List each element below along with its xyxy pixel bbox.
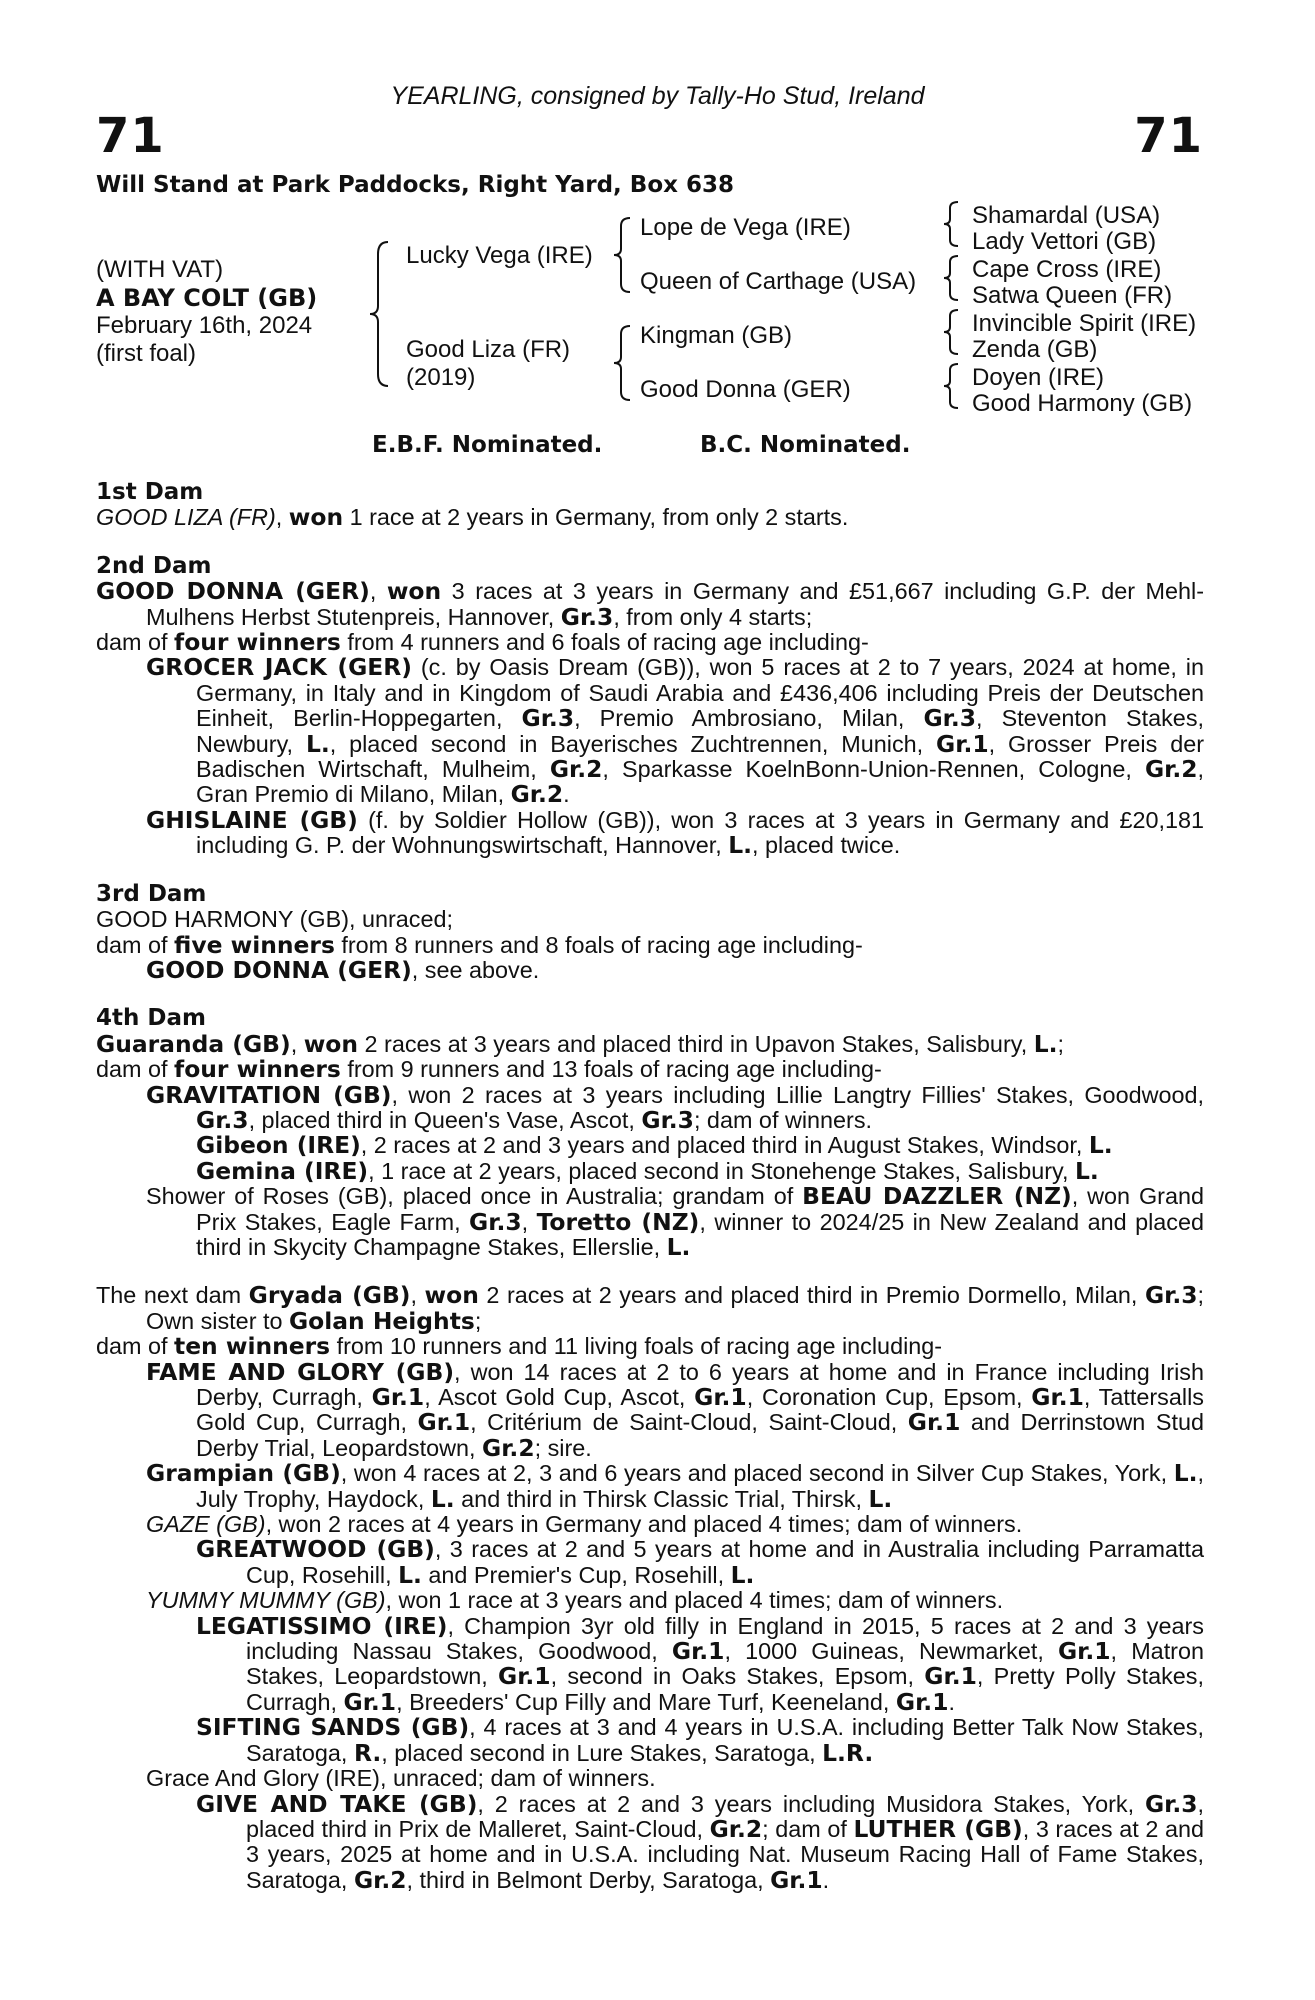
third-dam-heading: 3rd Dam: [96, 880, 207, 907]
pedigree-dam-sire: Kingman (GB): [640, 322, 793, 349]
next-dam-record: The next dam Gryada (GB), won 2 races at 2 years and placed third in Premio Dormello, Milan, Gr.3; Own sister to Golan Heights;: [96, 1281, 1205, 1335]
pedigree-brace-main: [368, 240, 392, 388]
lot-number-right: 71: [1134, 108, 1203, 164]
produce-shower-of-roses: Shower of Roses (GB), placed once in Australia; grandam of BEAU DAZZLER (NZ), won Grand Prix Stakes, Eagle Farm, Gr.3, Toretto (NZ), winner to 2024/25 in New Zealand and placed third in Skycity Champagne Stakes, Ellerslie, L.: [146, 1182, 1205, 1261]
pedigree-sire-dam: Queen of Carthage (USA): [640, 268, 917, 295]
pedigree-sire: Lucky Vega (IRE): [406, 242, 593, 269]
fourth-dam-produce: dam of four winners from 9 runners and 13 foals of racing age including-: [96, 1055, 882, 1084]
produce-greatwood: GREATWOOD (GB), 3 races at 2 and 5 years at home and in Australia including Parramatta Cup, Rosehill, L. and Premier's Cup, Rosehill, L.: [196, 1535, 1204, 1589]
produce-fame-and-glory: FAME AND GLORY (GB), won 14 races at 2 to 6 years at home and in France including Irish Derby, Curragh, Gr.1, Ascot Gold Cup, Ascot, Gr.1, Coronation Cup, Epsom, Gr.1, Tattersalls Gold Cup, Curragh, Gr.1, Critérium de Saint-Cloud, Saint-Cloud, Gr.1 and Derrinstown Stud Derby Trial, Leopardstown, Gr.2; sire.: [146, 1357, 1204, 1462]
pedigree-dam-dam: Good Donna (GER): [640, 376, 851, 403]
pedigree-g7: Doyen (IRE): [972, 364, 1105, 391]
produce-grace-and-glory: Grace And Glory (IRE), unraced; dam of winners.: [146, 1765, 656, 1792]
second-dam-heading: 2nd Dam: [96, 552, 212, 579]
foal-note: (first foal): [96, 340, 197, 367]
produce-grocer-jack: GROCER JACK (GER) (c. by Oasis Dream (GB)), won 5 races at 2 to 7 years, 2024 at home, in Germany, in Italy and in Kingdom of Saudi Arabia and £436,406 including Preis der Deutschen Einheit, Berlin-Hoppegarten, Gr.3, Premio Ambrosiano, Milan, Gr.3, Steventon Stakes, Newbury, L., placed second in Bayerisches Zuchtrennen, Munich, Gr.1, Grosser Preis der Badischen Wirtschaft, Mulheim, Gr.2, Sparkasse KoelnBonn-Union-Rennen, Cologne, Gr.2, Gran Premio di Milano, Milan, Gr.2.: [146, 653, 1205, 809]
pedigree-sire-sire: Lope de Vega (IRE): [640, 214, 851, 241]
pedigree-g6: Zenda (GB): [972, 336, 1098, 363]
first-dam-won: won: [288, 503, 344, 532]
pedigree-brace-g3: [942, 308, 962, 356]
pedigree-dam: Good Liza (FR): [406, 336, 571, 363]
horse-dob: February 16th, 2024: [96, 312, 313, 339]
produce-sifting-sands: SIFTING SANDS (GB), 4 races at 3 and 4 years in U.S.A. including Better Talk Now Stakes, Saratoga, R., placed second in Lure Stakes, Saratoga, L.R.: [196, 1713, 1205, 1767]
dam-line-content: [96, 480, 1204, 1893]
vat-note: (WITH VAT): [96, 256, 224, 283]
produce-ghislaine: GHISLAINE (GB) (f. by Soldier Hollow (GB)), won 3 races at 3 years in Germany and £20,181 including G. P. der Wohnungswirtschaft, Hannover, L., placed twice.: [146, 805, 1204, 860]
pedigree-g8: Good Harmony (GB): [972, 390, 1193, 417]
ghislaine-name: GHISLAINE (GB): [146, 805, 358, 834]
pedigree-dam-year: (2019): [406, 364, 476, 391]
pedigree-brace-g1: [942, 200, 962, 248]
pedigree-g5: Invincible Spirit (IRE): [972, 310, 1197, 337]
fourth-dam-name: Guaranda (GB): [96, 1029, 291, 1058]
first-dam-text: GOOD LIZA (FR), won 1 race at 2 years in Germany, from only 2 starts.: [96, 503, 849, 532]
next-dam-name: Gryada (GB): [248, 1281, 411, 1310]
pedigree-g2: Lady Vettori (GB): [972, 228, 1157, 255]
pedigree-g1: Shamardal (USA): [972, 202, 1161, 229]
third-dam-produce: dam of five winners from 8 runners and 8 foals of racing age including-: [96, 930, 863, 959]
third-dam-record: GOOD HARMONY (GB), unraced;: [96, 906, 454, 933]
bc-nominated: B.C. Nominated.: [700, 432, 911, 458]
produce-legatissimo: LEGATISSIMO (IRE), Champion 3yr old filly in England in 2015, 5 races at 2 and 3 years including Nassau Stakes, Goodwood, Gr.1, 1000 Guineas, Newmarket, Gr.1, Matron Stakes, Leopardstown, Gr.1, second in Oaks Stakes, Epsom, Gr.1, Pretty Polly Stakes, Curragh, Gr.1, Breeders' Cup Filly and Mare Turf, Keeneland, Gr.1.: [196, 1611, 1204, 1716]
first-dam-name: GOOD LIZA (FR): [96, 504, 276, 531]
consignment-line: YEARLING, consigned by Tally-Ho Stud, Ireland: [390, 82, 925, 110]
pedigree-g4: Satwa Queen (FR): [972, 282, 1173, 309]
stand-location: Will Stand at Park Paddocks, Right Yard, Box 638: [96, 172, 734, 198]
pedigree-g3: Cape Cross (IRE): [972, 256, 1162, 283]
first-dam-heading: 1st Dam: [96, 479, 204, 505]
lot-number-left: 71: [96, 108, 165, 164]
fourth-dam-heading: 4th Dam: [96, 1005, 206, 1032]
next-dam-produce: dam of ten winners from 10 runners and 11 living foals of racing age including-: [96, 1332, 943, 1361]
second-dam-name: GOOD DONNA (GER): [96, 577, 370, 606]
horse-identity: [96, 256, 317, 368]
pedigree-brace-g2: [942, 254, 962, 302]
produce-yummy-mummy: YUMMY MUMMY (GB), won 1 race at 3 years and placed 4 times; dam of winners.: [146, 1587, 1004, 1614]
second-dam-produce: dam of four winners from 4 runners and 6 foals of racing age including-: [96, 628, 869, 657]
second-dam-record: GOOD DONNA (GER), won 3 races at 3 years in Germany and £51,667 including G.P. der Mehl-Mulhens Herbst Stutenpreis, Hannover, Gr.3, from only 4 starts;: [96, 577, 1205, 631]
produce-good-donna: GOOD DONNA (GER), see above.: [146, 955, 540, 984]
pedigree-brace-g4: [942, 362, 962, 410]
produce-gemina: Gemina (IRE), 1 race at 2 years, placed second in Stonehenge Stakes, Salisbury, L.: [196, 1156, 1099, 1185]
ebf-nominated: E.B.F. Nominated.: [372, 432, 603, 458]
produce-give-and-take: GIVE AND TAKE (GB), 2 races at 2 and 3 years including Musidora Stakes, York, Gr.3, placed third in Prix de Malleret, Saint-Cloud, Gr.2; dam of LUTHER (GB), 3 races at 2 and 3 years, 2025 at home and in U.S.A. including Nat. Museum Racing Hall of Fame Stakes, Saratoga, Gr.2, third in Belmont Derby, Saratoga, Gr.1.: [196, 1789, 1205, 1894]
pedigree-brace-sire: [612, 216, 634, 294]
pedigree-brace-dam: [612, 324, 634, 402]
produce-gaze: GAZE (GB), won 2 races at 4 years in Germany and placed 4 times; dam of winners.: [146, 1511, 1023, 1538]
fourth-dam-record: Guaranda (GB), won 2 races at 3 years and placed third in Upavon Stakes, Salisbury, L.;: [96, 1029, 1064, 1058]
grocer-jack-name: GROCER JACK (GER): [146, 653, 412, 682]
produce-gibeon: Gibeon (IRE), 2 races at 2 and 3 years and placed third in August Stakes, Windsor, L.: [196, 1131, 1113, 1160]
produce-gravitation: GRAVITATION (GB), won 2 races at 3 years including Lillie Langtry Fillies' Stakes, Goodwood, Gr.3, placed third in Queen's Vase, Ascot, Gr.3; dam of winners.: [146, 1080, 1205, 1134]
horse-name: A BAY COLT (GB): [96, 284, 318, 312]
produce-grampian: Grampian (GB), won 4 races at 2, 3 and 6 years and placed second in Silver Cup Stakes, York, L., July Trophy, Haydock, L. and third in Thirsk Classic Trial, Thirsk, L.: [146, 1459, 1205, 1513]
